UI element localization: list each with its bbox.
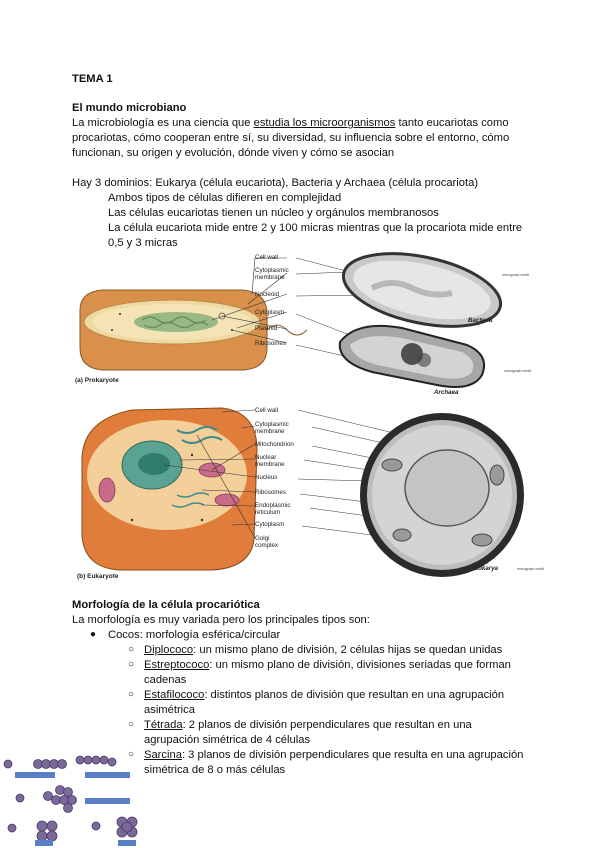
domains-line-4: La célula eucariota mide entre 2 y 100 micras mientras que la procariota mide entre [108,222,523,234]
domains-line-2: Ambos tipos de células difieren en complejidad [108,192,342,204]
item-estafilococo-cont: asimétrica [144,704,195,716]
archaea-micrograph [340,326,484,387]
prokaryote-caption: (a) Prokaryote [75,377,119,384]
cell-comparison-figure [72,250,545,585]
label-mitochondrion: Mitochondrion [255,441,294,448]
item-estreptococo: Estreptococo: un mismo plano de división, divisiones seriadas que forman [144,659,511,671]
section-heading-mundo-microbiano: El mundo microbiano [72,102,187,114]
paragraph-line-2: procariotas, cómo cooperan entre sí, su diversidad, su influencia sobre el entorno, cómo [72,132,510,144]
paragraph-line-1: La microbiología es una ciencia que estudia los microorganismos tanto eucariotas como [72,117,509,129]
bacteria-micrograph [337,241,507,339]
sub-bullet: ○ [128,644,135,655]
label-membrane: membrane [255,274,285,281]
domains-line-1: Hay 3 dominios: Eukarya (célula eucariota), Bacteria y Archaea (célula procariota) [72,177,479,189]
archaea-label: Archaea [434,389,459,396]
eukarya-micrograph [360,413,524,577]
domains-line-3: Las células eucariotas tienen un núcleo y orgánulos membranosos [108,207,439,219]
label-euk-ribosomes: Ribosomes [255,489,286,496]
page-title: TEMA 1 [72,73,113,85]
eukaryote-illustration [82,408,257,570]
item-sarcina: Sarcina: 3 planos de división perpendiculares que resulta en una agrupación [144,749,524,761]
label-cell-wall: Cell wall [255,254,279,261]
cocos-line: Cocos: morfología esférica/circular [108,629,281,641]
label-cytoplasmic: Cytoplasmic [255,267,289,274]
label-plasmid: Plasmid [255,325,278,332]
label-ribosomes: Ribosomes [255,340,286,347]
label-euk-membrane: membrane [255,428,285,435]
paragraph-line-3: funcionan, su origen y evolución, dónde viven y cómo se asocian [72,147,395,159]
label-nuclear-membrane: membrane [255,461,285,468]
label-nucleus: Nucleus [255,474,278,481]
sub-bullet: ○ [128,749,135,760]
sub-bullet: ○ [128,689,135,700]
underlined-phrase: estudia los microorganismos [253,117,396,129]
item-estafilococo: Estafilococo: distintos planos de división que resultan en una agrupación [144,689,505,701]
item-sarcina-cont: simétrica de 8 o más células [144,764,286,776]
label-euk-cell-wall: Cell wall [255,407,279,414]
label-golgi: Golgi [255,535,270,542]
credit-eukarya: micrograph credit [517,567,545,571]
label-reticulum: reticulum [255,509,281,516]
sub-bullet: ○ [128,659,135,670]
item-tetrada: Tétrada: 2 planos de división perpendiculares que resultan en una [144,719,472,731]
bullet-dot: ● [90,629,97,640]
label-nucleoid: Nucleoid [255,291,280,298]
section-heading-morfologia: Morfología de la célula procariótica [72,599,260,611]
label-cytoplasm: Cytoplasm [255,309,285,316]
label-euk-cytoplasmic: Cytoplasmic [255,421,289,428]
label-euk-cytoplasm: Cytoplasm [255,521,285,528]
cocci-arrangements-illustration [0,748,150,848]
item-tetrada-cont: agrupación simétrica de 4 células [144,734,311,746]
label-endoplasmic: Endoplasmic [255,502,291,509]
label-nuclear: Nuclear [255,454,277,461]
credit-archaea: micrograph credit [504,369,532,373]
label-golgi-complex: complex [255,542,279,549]
eukaryote-caption: (b) Eukaryote [77,573,119,580]
credit-bacteria: micrograph credit [502,273,530,277]
eukarya-label: Eukarya [474,565,499,572]
morfologia-intro: La morfología es muy variada pero los principales tipos son: [72,614,370,626]
domains-line-5: 0,5 y 3 micras [108,237,178,249]
item-diplococo: Diplococo: un mismo plano de división, 2 células hijas se quedan unidas [144,644,503,656]
sub-bullet: ○ [128,719,135,730]
item-estreptococo-cont: cadenas [144,674,187,686]
bacteria-label: Bacteria [468,317,493,324]
